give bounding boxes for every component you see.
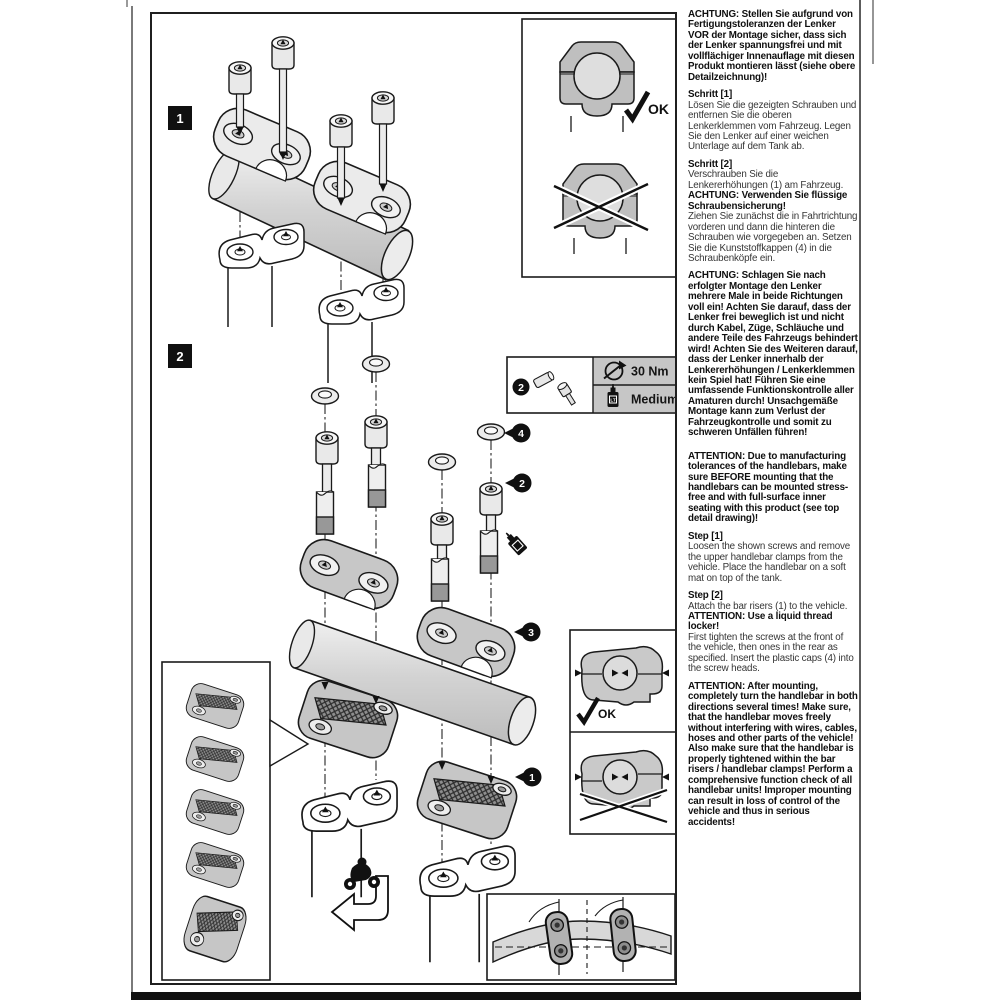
de-step2-heading: Schritt [2] [688, 158, 733, 170]
en-step1-body: Loosen the shown screws and remove the upper handlebar clamps from the vehicle. Place the handlebar on a soft mat on top of the tank. [688, 541, 851, 584]
en-threadlocker-note: ATTENTION: Use a liquid thread locker! [688, 611, 833, 633]
detail-box-middle [570, 630, 675, 834]
step1-diagram [203, 37, 419, 383]
riser-variants-box [162, 662, 308, 980]
plastic-caps [312, 356, 505, 470]
instructions-column [688, 10, 858, 828]
svg-text:3: 3 [528, 626, 534, 639]
svg-text:4: 4 [518, 427, 524, 440]
de-step2-body: Verschrauben Sie die Lenkererhöhungen (1) am Fahrzeug. [688, 169, 844, 191]
page-edge-left [131, 6, 133, 992]
step1-number: 1 [176, 111, 184, 126]
page-bottom-bar [131, 992, 861, 1000]
callout-badge-screw [505, 474, 532, 493]
lower-clamp-left [219, 223, 304, 327]
en-tighten-body: First tighten the screws at the front of the vehicle, then ones in the rear as specified. Insert the plastic caps (4) into the screw heads. [688, 631, 854, 675]
threadlocker-bottle-icon [502, 529, 528, 556]
step2-number: 2 [176, 349, 184, 364]
detail-box-bottom [487, 894, 675, 980]
en-step2-heading: Step [2] [688, 590, 723, 602]
de-attention-intro: ACHTUNG: Stellen Sie aufgrund von Fertigungstoleranzen der Lenker VOR der Montage sicher, dass sich der Lenker spannungsfrei und mit vollflächiger Innenauflage mit diesen Produkt montieren lässt (siehe obere Detailzeichnung)! [688, 9, 856, 83]
step2-diagram [284, 356, 541, 962]
callout-badge-riser [515, 768, 542, 787]
de-step1-body: Lösen Sie die gezeigten Schrauben und entfernen Sie die oberen Lenkerklemmen vom Fahrzeug. Legen Sie den Lenker auf einer weichen Unterlage auf dem Tank ab. [688, 99, 857, 153]
torque-value: 30 Nm [631, 364, 669, 379]
threadlocker-grade: Medium [631, 392, 675, 407]
callout-badge-upper-clamp [514, 623, 541, 642]
lower-clamp-right [319, 279, 404, 383]
en-attention-intro: ATTENTION: Due to manufacturing tolerances of the handlebars, make sure BEFORE mounting that the handlebars can be mounted stress-free and with full-surface inner seating with this product (see top detail drawing)! [688, 450, 849, 525]
diagram-panel-svg [152, 14, 675, 983]
de-tighten-body: Ziehen Sie zunächst die in Fahrtrichtung vorderen und dann die hinteren die Schrauben wie vorgegeben an. Setzen Sie die Kunststoffkappen (4) in die Schraubenköpfe ein. [688, 211, 858, 264]
de-attention-final: ACHTUNG: Schlagen Sie nach erfolgter Montage den Lenker mehrere Male in beide Richtungen voll ein! Achten Sie darauf, dass der Lenker frei beweglich ist und nicht durch Kabel, Züge, Schläuche und andere Teile des Fahrzeugs behindert wird! Achten Sie des Weiteren darauf, dass der Lenker innerhalb der Lenkererhöhungen / Lenkerklemmen kein Spiel hat! Führen Sie eine umfassende Funktionskontrolle aller Amaturen durch! Unsachgemäße Montage kann zum Verlust der Fahrzeugkontrolle und somit zu schweren Unfällen führen! [688, 270, 858, 439]
svg-text:1: 1 [529, 771, 535, 784]
riding-direction-icon [332, 858, 388, 931]
ok-label: OK [598, 707, 616, 721]
bottle-label: LT [610, 397, 616, 403]
kit-screw-callout: 2 [518, 381, 524, 394]
page-edge-right [859, 0, 861, 992]
clamp-plate-right [609, 908, 636, 962]
bar-riser-right [413, 757, 521, 843]
step2-badge [168, 344, 192, 368]
callout-badge-cap [504, 424, 531, 443]
detail-box-top [522, 19, 675, 277]
svg-text:2: 2 [519, 477, 525, 490]
de-threadlocker-note: ACHTUNG: Verwenden Sie flüssige Schraubensicherung! [688, 190, 848, 212]
ok-label: OK [648, 101, 669, 117]
step1-badge [168, 106, 192, 130]
en-attention-final: ATTENTION: After mounting, completely turn the handlebar in both directions several times! Make sure, that the handlebar moves freely without interfering with wires, cables, hoses and other parts of the vehicle! Also make sure that the handlebar is properly tightened within the bar risers / handlebar clamps! Perform a comprehensive function check of all handlebar units! Improper mounting can result in loss of control of the vehicle and thus in serious accidents! [688, 680, 858, 828]
page-crop-mark-right [872, 0, 874, 64]
spec-box [507, 357, 675, 413]
en-step1-heading: Step [1] [688, 530, 723, 542]
page-crop-mark-left [126, 0, 128, 7]
diagram-panel [150, 12, 677, 985]
de-step1-heading: Schritt [1] [688, 89, 733, 101]
en-step2-body: Attach the bar risers (1) to the vehicle. [688, 600, 848, 612]
upper-clamp-left [294, 534, 403, 615]
